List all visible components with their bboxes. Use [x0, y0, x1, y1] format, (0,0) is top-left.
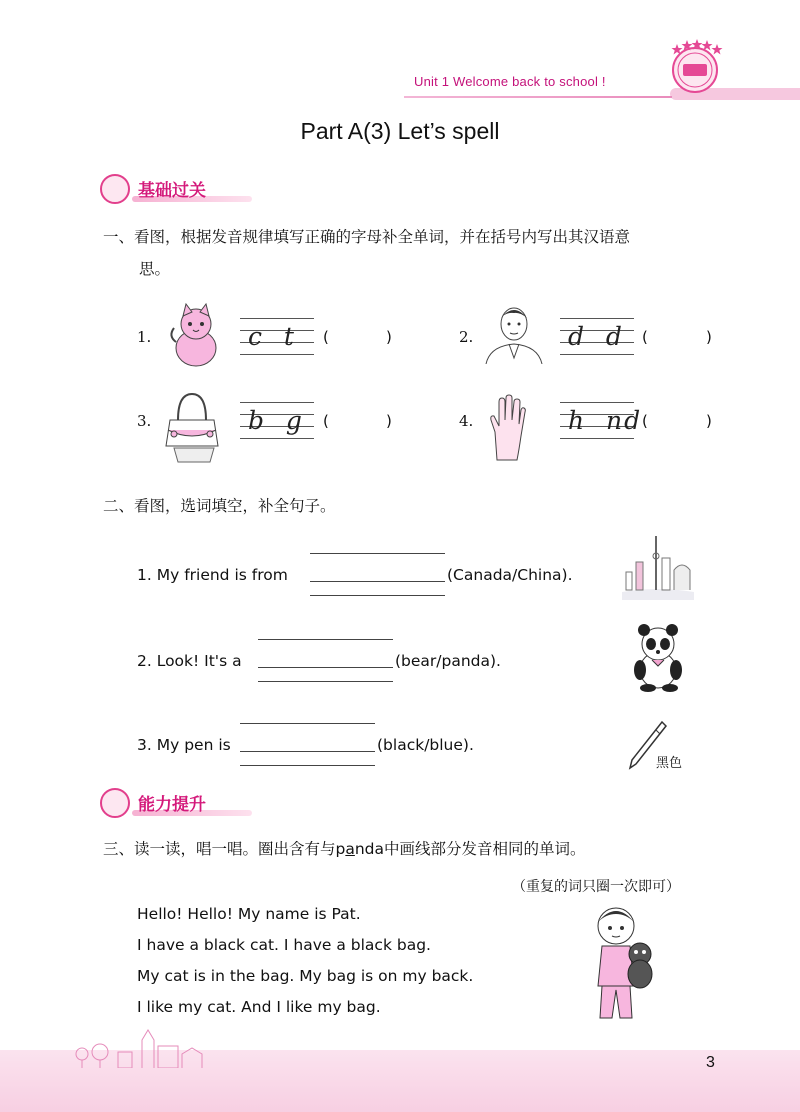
q2-options-2: (bear/panda). [395, 652, 501, 670]
paren-close: ) [706, 328, 712, 346]
section-banner-basic [100, 174, 260, 204]
q1-item-number: 2. [459, 328, 474, 346]
q2-title: 二、看图，选词填空，补全句子。 [103, 497, 336, 515]
poem-line[interactable]: Hello! Hello! My name is Pat. [137, 905, 361, 923]
q3-note: （重复的词只圈一次即可） [512, 879, 680, 895]
q3-word-p: p [335, 840, 346, 858]
q2-sentence-3: 3. My pen is [137, 736, 236, 754]
paren-open: ( [323, 412, 329, 430]
q1-word-1: c t [248, 322, 296, 351]
hand-picture [487, 394, 527, 462]
q2-blank-2[interactable] [258, 639, 393, 681]
q1-word-3: b g [248, 406, 304, 435]
q3-title-after: 中画线部分发音相同的单词。 [384, 840, 586, 858]
q1-item-number: 1. [137, 328, 152, 346]
paren-open: ( [323, 328, 329, 346]
cat-picture [166, 302, 224, 370]
q1-writing-grid[interactable] [560, 318, 634, 354]
city-skyline-picture [622, 532, 694, 600]
section-label-ability: 能力提升 [138, 795, 206, 815]
q1-writing-grid[interactable] [240, 318, 314, 354]
q1-writing-grid[interactable] [560, 402, 643, 438]
smiley-icon [100, 788, 130, 818]
poem-line[interactable]: I like my cat. And I like my bag. [137, 998, 381, 1016]
paren-open: ( [642, 328, 648, 346]
q3-poem [137, 899, 473, 1023]
poem-line[interactable]: I have a black cat. I have a black bag. [137, 936, 431, 954]
bag-picture [160, 390, 224, 464]
panda-picture [628, 620, 688, 692]
page-title: Part A(3) Let’s spell [300, 118, 500, 144]
dad-picture [482, 302, 546, 364]
boy-with-cat-picture [586, 900, 666, 1026]
q2-sentence-1: 1. My friend is from [137, 566, 293, 584]
page-number: 3 [706, 1054, 715, 1071]
q2-sentence-2: 2. Look! It's a [137, 652, 247, 670]
q1-word-2: d d [568, 322, 624, 351]
smiley-icon [100, 174, 130, 204]
section-label-basic: 基础过关 [138, 181, 206, 201]
q2-options-1: (Canada/China). [447, 566, 573, 584]
castle-decoration-icon [72, 1024, 272, 1068]
q3-word-rest: nda [354, 840, 385, 858]
section-banner-ability [100, 788, 260, 818]
paren-close: ) [706, 412, 712, 430]
q3-title-before: 三、读一读，唱一唱。圈出含有与 [103, 840, 336, 858]
q3-word-underlined: a [345, 840, 355, 858]
poem-line[interactable]: My cat is in the bag. My bag is on my back. [137, 967, 474, 985]
q2-blank-3[interactable] [240, 723, 375, 765]
q2-options-3: (black/blue). [377, 736, 474, 754]
unit-header: Unit 1 Welcome back to school ! [414, 74, 606, 89]
paren-close: ) [386, 412, 392, 430]
header-rule [404, 96, 672, 98]
q1-title-line2: 思。 [139, 260, 171, 278]
q1-title-line1: 一、看图，根据发音规律填写正确的字母补全单词，并在括号内写出其汉语意 [103, 228, 631, 246]
paren-open: ( [642, 412, 648, 430]
q1-writing-grid[interactable] [240, 402, 314, 438]
q1-word-4: h nd [568, 406, 643, 435]
pen-color-caption: 黑色 [656, 756, 683, 771]
q2-blank-1[interactable] [310, 553, 445, 595]
q1-item-number: 4. [459, 412, 474, 430]
paren-close: ) [386, 328, 392, 346]
q1-item-number: 3. [137, 412, 152, 430]
publisher-logo [665, 36, 725, 96]
q3-title [103, 834, 586, 864]
